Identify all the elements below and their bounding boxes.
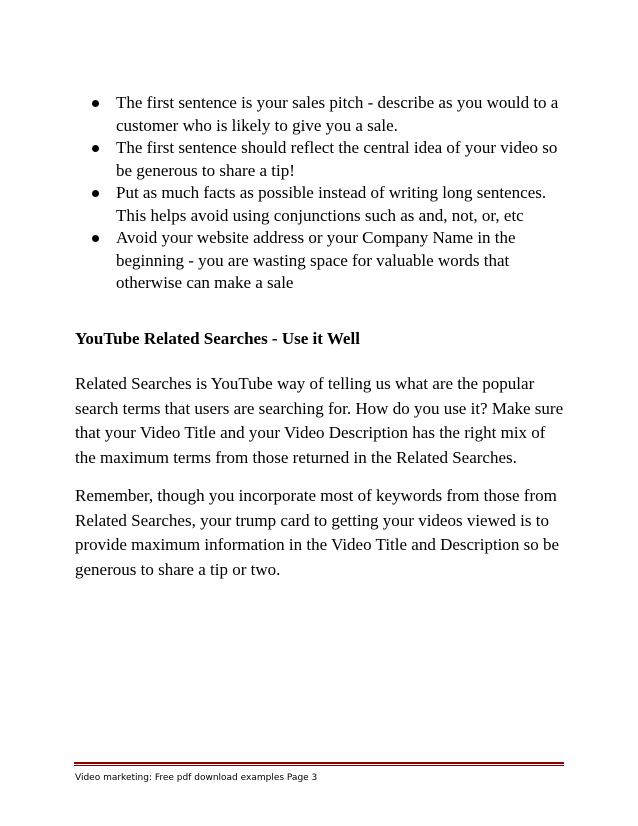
list-item-line: beginning - you are wasting space for valuable words that (116, 250, 510, 270)
list-item (90, 137, 570, 182)
bullet-dot-icon (92, 145, 99, 152)
paragraph-line: Remember, though you incorporate most of keywords from those from (75, 486, 557, 505)
paragraph-line: the maximum terms from those returned in the Related Searches. (75, 447, 517, 467)
bullet-dot-icon (92, 235, 99, 242)
paragraph-line: Related Searches, your trump card to getting your videos viewed is to (75, 510, 549, 530)
paragraph-line: Related Searches is YouTube way of telling us what are the popular (75, 374, 535, 393)
list-item-line: be generous to share a tip! (116, 160, 295, 180)
paragraph-line: provide maximum information in the Video Title and Description so be (75, 535, 560, 554)
bullet-list (90, 92, 570, 295)
list-item-line: Put as much facts as possible instead of writing long sentences. (116, 183, 547, 202)
paragraph-line: search terms that users are searching for. How do you use it? Make sure (75, 398, 564, 418)
footer-divider (74, 762, 564, 766)
paragraph-related-searches (75, 372, 575, 470)
bullet-dot-icon (92, 190, 99, 197)
section-heading: YouTube Related Searches - Use it Well (75, 329, 360, 348)
page-footer: Video marketing: Free pdf download examples Page 3 (75, 773, 318, 783)
list-item-line: Avoid your website address or your Company Name in the (116, 228, 516, 247)
list-item-line: The first sentence should reflect the central idea of your video so (116, 138, 558, 157)
list-item (90, 227, 570, 295)
paragraph-line: generous to share a tip or two. (75, 559, 281, 579)
list-item (90, 92, 570, 137)
bullet-dot-icon (92, 100, 99, 107)
paragraph-remember (75, 484, 575, 582)
list-item-line: This helps avoid using conjunctions such as and, not, or, etc (116, 205, 524, 225)
paragraph-line: that your Video Title and your Video Description has the right mix of (75, 423, 546, 442)
list-item-line: The first sentence is your sales pitch - describe as you would to a (116, 93, 559, 112)
list-item (90, 182, 570, 227)
list-item-line: otherwise can make a sale (116, 273, 294, 292)
list-item-line: customer who is likely to give you a sale. (116, 115, 398, 135)
